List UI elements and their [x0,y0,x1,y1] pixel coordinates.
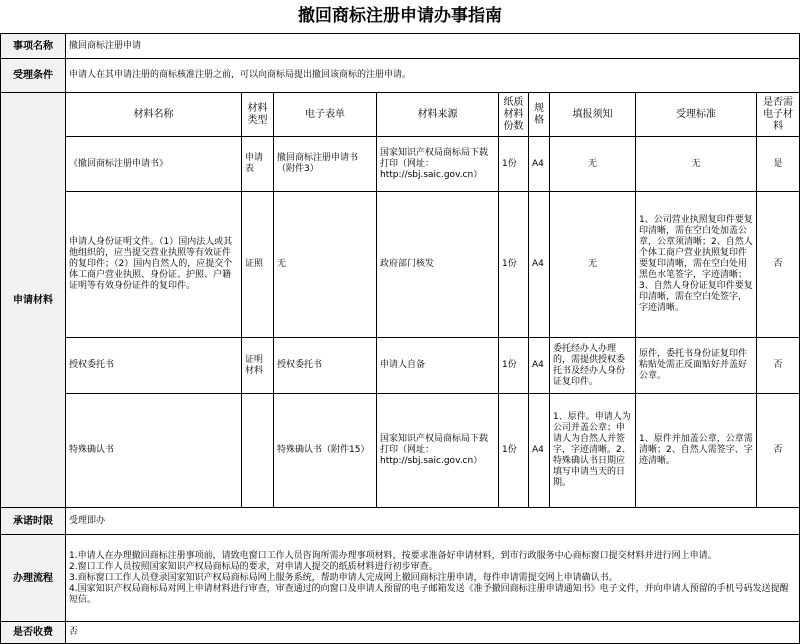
materials-header-row [1,93,800,137]
conditions-value: 申请人在其申请注册的商标核准注册之前，可以向商标局提出撤回该商标的注册申请。 [66,59,800,93]
material-standard: 原件，委托书身份证复印件粘贴处需正反面贴好并盖好公章。 [636,338,757,394]
conditions-label: 受理条件 [1,59,66,93]
material-copies: 1份 [499,338,529,394]
material-name: 授权委托书 [66,338,242,394]
header-notes: 填报须知 [550,93,636,137]
material-electronic: 否 [757,338,800,394]
material-source: 国家知识产权局商标局下载打印（网址：http://sbj.saic.gov.cn） [377,394,499,508]
material-copies: 1份 [499,192,529,338]
materials-label: 申请材料 [1,93,66,508]
material-row [1,338,800,394]
material-type: 证明材料 [242,338,274,394]
process-label: 办理流程 [1,535,66,622]
process-step: 2.窗口工作人员按照国家知识产权局商标局的要求，对申请人提交的纸质材料进行初步审查。 [69,561,438,572]
material-type: 申请表 [242,137,274,192]
header-spec: 规格 [529,93,550,137]
material-name: 申请人身份证明文件。（1）国内法人或其他组织的，应当提交营业执照等有效证件的复印件；（2）国内自然人的，应提交个体工商户营业执照、身份证、护照、户籍证明等有效身份证件的复印件。 [66,192,242,338]
fee-row [1,622,800,644]
header-copies: 纸质材料份数 [499,93,529,137]
material-notes: 无 [550,192,636,338]
material-form: 撤回商标注册申请书（附件3） [274,137,377,192]
item-name-value: 撤回商标注册申请 [66,34,800,59]
material-form: 特殊确认书（附件15） [274,394,377,508]
guide-table [0,33,800,644]
material-electronic: 是 [757,137,800,192]
time-limit-label: 承诺时限 [1,508,66,535]
process-steps [66,535,800,622]
material-row [1,137,800,192]
material-spec: A4 [529,394,550,508]
header-electronic: 是否需电子材料 [757,93,800,137]
material-type [242,394,274,508]
material-form: 无 [274,192,377,338]
material-standard: 1、公司营业执照复印件要复印清晰，需在空白处加盖公章，公章须清晰；2、自然人个体工商户营业执照复印件要复印清晰，需在空白处用黑色水笔签字，字迹清晰；3、自然人身份证复印件要复印清晰，需在空白处签字，字迹清晰。 [636,192,757,338]
material-source: 政府部门核发 [377,192,499,338]
fee-label: 是否收费 [1,622,66,644]
material-source: 申请人自备 [377,338,499,394]
material-name: 特殊确认书 [66,394,242,508]
material-spec: A4 [529,192,550,338]
process-row [1,535,800,622]
header-form: 电子表单 [274,93,377,137]
time-limit-row [1,508,800,535]
material-row [1,394,800,508]
material-copies: 1份 [499,394,529,508]
fee-value: 否 [66,622,800,644]
material-electronic: 否 [757,192,800,338]
material-standard: 无 [636,137,757,192]
material-notes: 1、原件。申请人为公司并盖公章；申请人为自然人并签字，字迹清晰。2、特殊确认书日期应填写申请当天的日期。 [550,394,636,508]
material-notes: 委托经办人办理的，需提供授权委托书及经办人身份证复印件。 [550,338,636,394]
header-source: 材料来源 [377,93,499,137]
page-title: 撤回商标注册申请办事指南 [298,6,502,26]
process-step: 1.申请人在办理撤回商标注册事项前，请致电窗口工作人员咨询所需办理事项材料，按要求准备好申请材料，到市行政服务中心商标窗口提交材料并进行网上申请。 [69,550,717,561]
material-type: 证照 [242,192,274,338]
material-standard: 1、原件并加盖公章，公章需清晰；2、自然人需签字、字迹清晰。 [636,394,757,508]
process-step: 4.国家知识产权局商标局对网上申请材料进行审查，审查通过的向窗口及申请人预留的电子邮箱发送《准予撤回商标注册申请通知书》电子文件，并向申请人预留的手机号码发送提醒短信。 [69,583,789,605]
material-spec: A4 [529,338,550,394]
item-name-label: 事项名称 [1,34,66,59]
material-source: 国家知识产权局商标局下载打印（网址：http://sbj.saic.gov.cn） [377,137,499,192]
header-type: 材料类型 [242,93,274,137]
material-spec: A4 [529,137,550,192]
material-form: 授权委托书 [274,338,377,394]
material-electronic: 否 [757,394,800,508]
header-standard: 受理标准 [636,93,757,137]
conditions-row [1,59,800,93]
material-copies: 1份 [499,137,529,192]
material-name: 《撤回商标注册申请书》 [66,137,242,192]
process-step: 3.商标窗口工作人员登录国家知识产权局商标局网上服务系统，帮助申请人完成网上撤回商标注册申请，每件申请需提交网上申请确认书。 [69,572,618,583]
item-name-row [1,34,800,59]
material-notes: 无 [550,137,636,192]
time-limit-value: 受理即办 [66,508,800,535]
material-row [1,192,800,338]
header-name: 材料名称 [66,93,242,137]
